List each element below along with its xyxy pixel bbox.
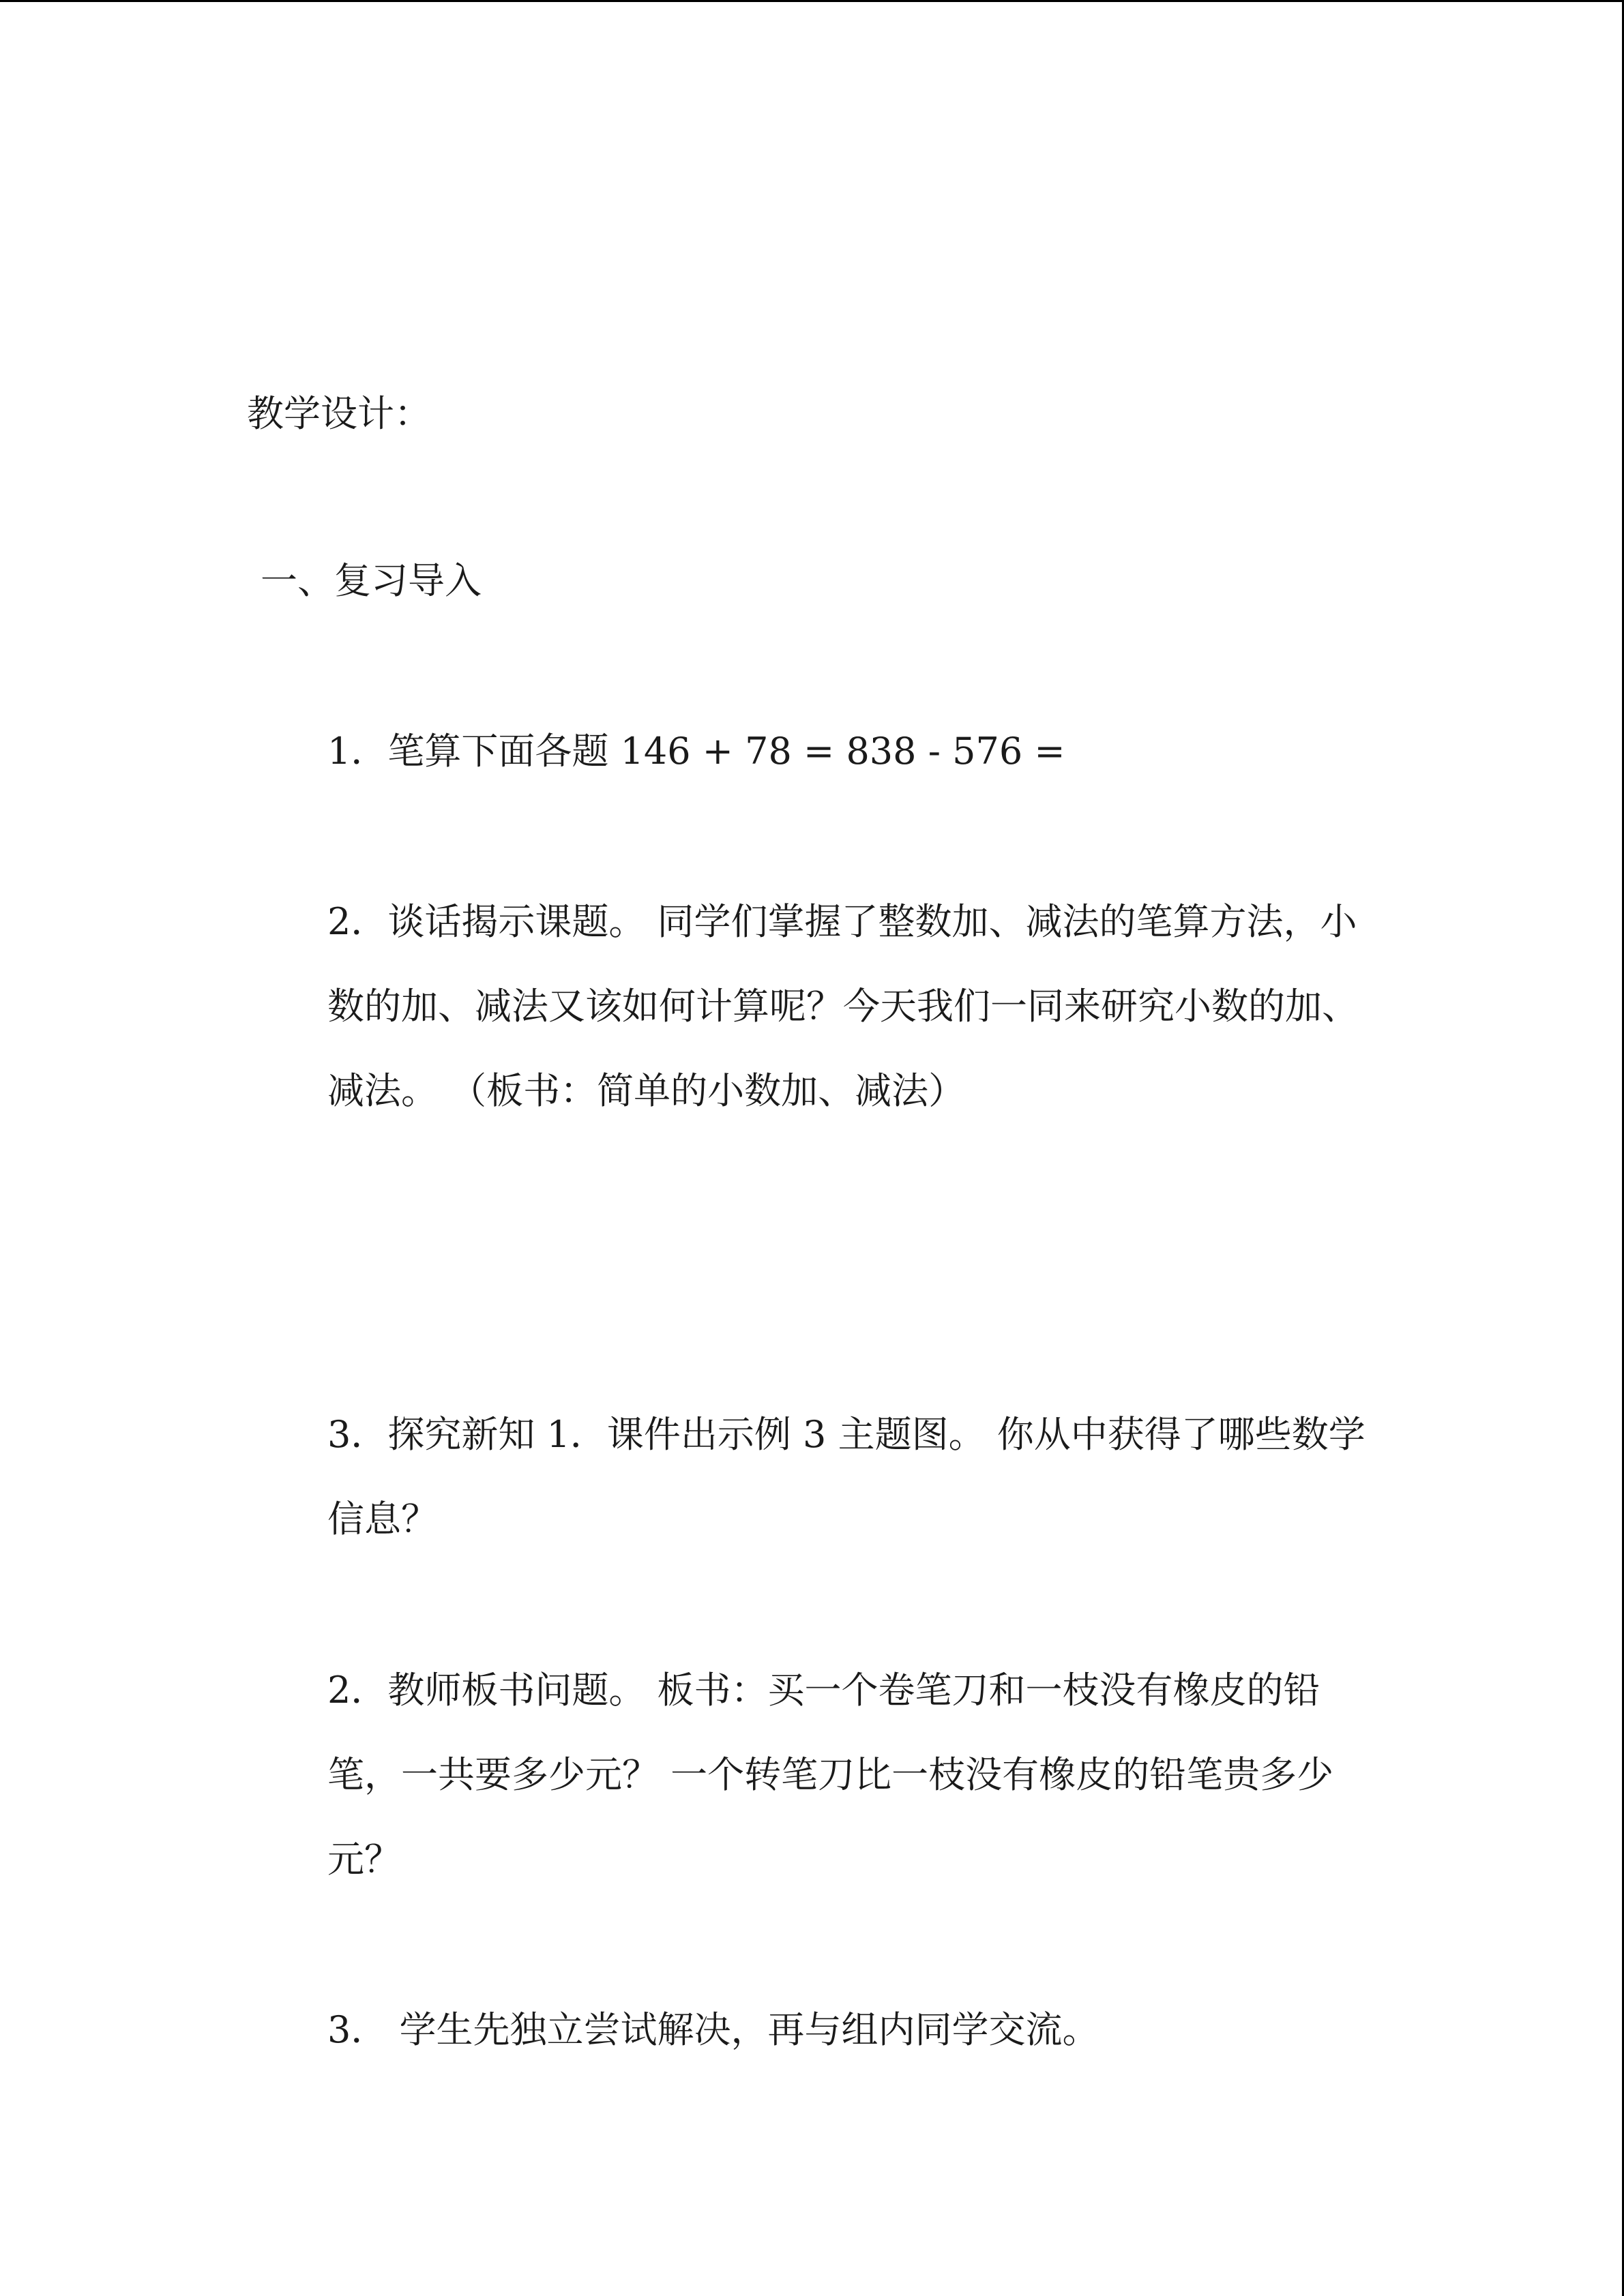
list-item-written-calculation: 1．笔算下面各题 146 + 78 = 838 - 576 = xyxy=(327,730,1065,773)
list-item-teacher-board-questions: 2．教师板书问题。 板书：买一个卷笔刀和一枝没有橡皮的铅笔，一共要多少元？ 一个转笔刀比一枝没有橡皮的铅笔贵多少元？ xyxy=(327,1669,1334,1881)
list-item-topic-introduction: 2．谈话揭示课题。 同学们掌握了整数加、减法的笔算方法，小数的加、减法又该如何计算呢？今天我们一同来研究小数的加、减法。 （板书：简单的小数加、减法） xyxy=(327,900,1359,1112)
section-heading-review: 一、复习导入 xyxy=(261,559,482,602)
list-item-student-discussion: 3． 学生先独立尝试解决，再与组内同学交流。 xyxy=(327,2008,1099,2051)
document-title: 教学设计： xyxy=(247,392,431,435)
list-item-explore-new-knowledge: 3．探究新知 1．课件出示例 3 主题图。 你从中获得了哪些数学信息？ xyxy=(327,1413,1365,1540)
